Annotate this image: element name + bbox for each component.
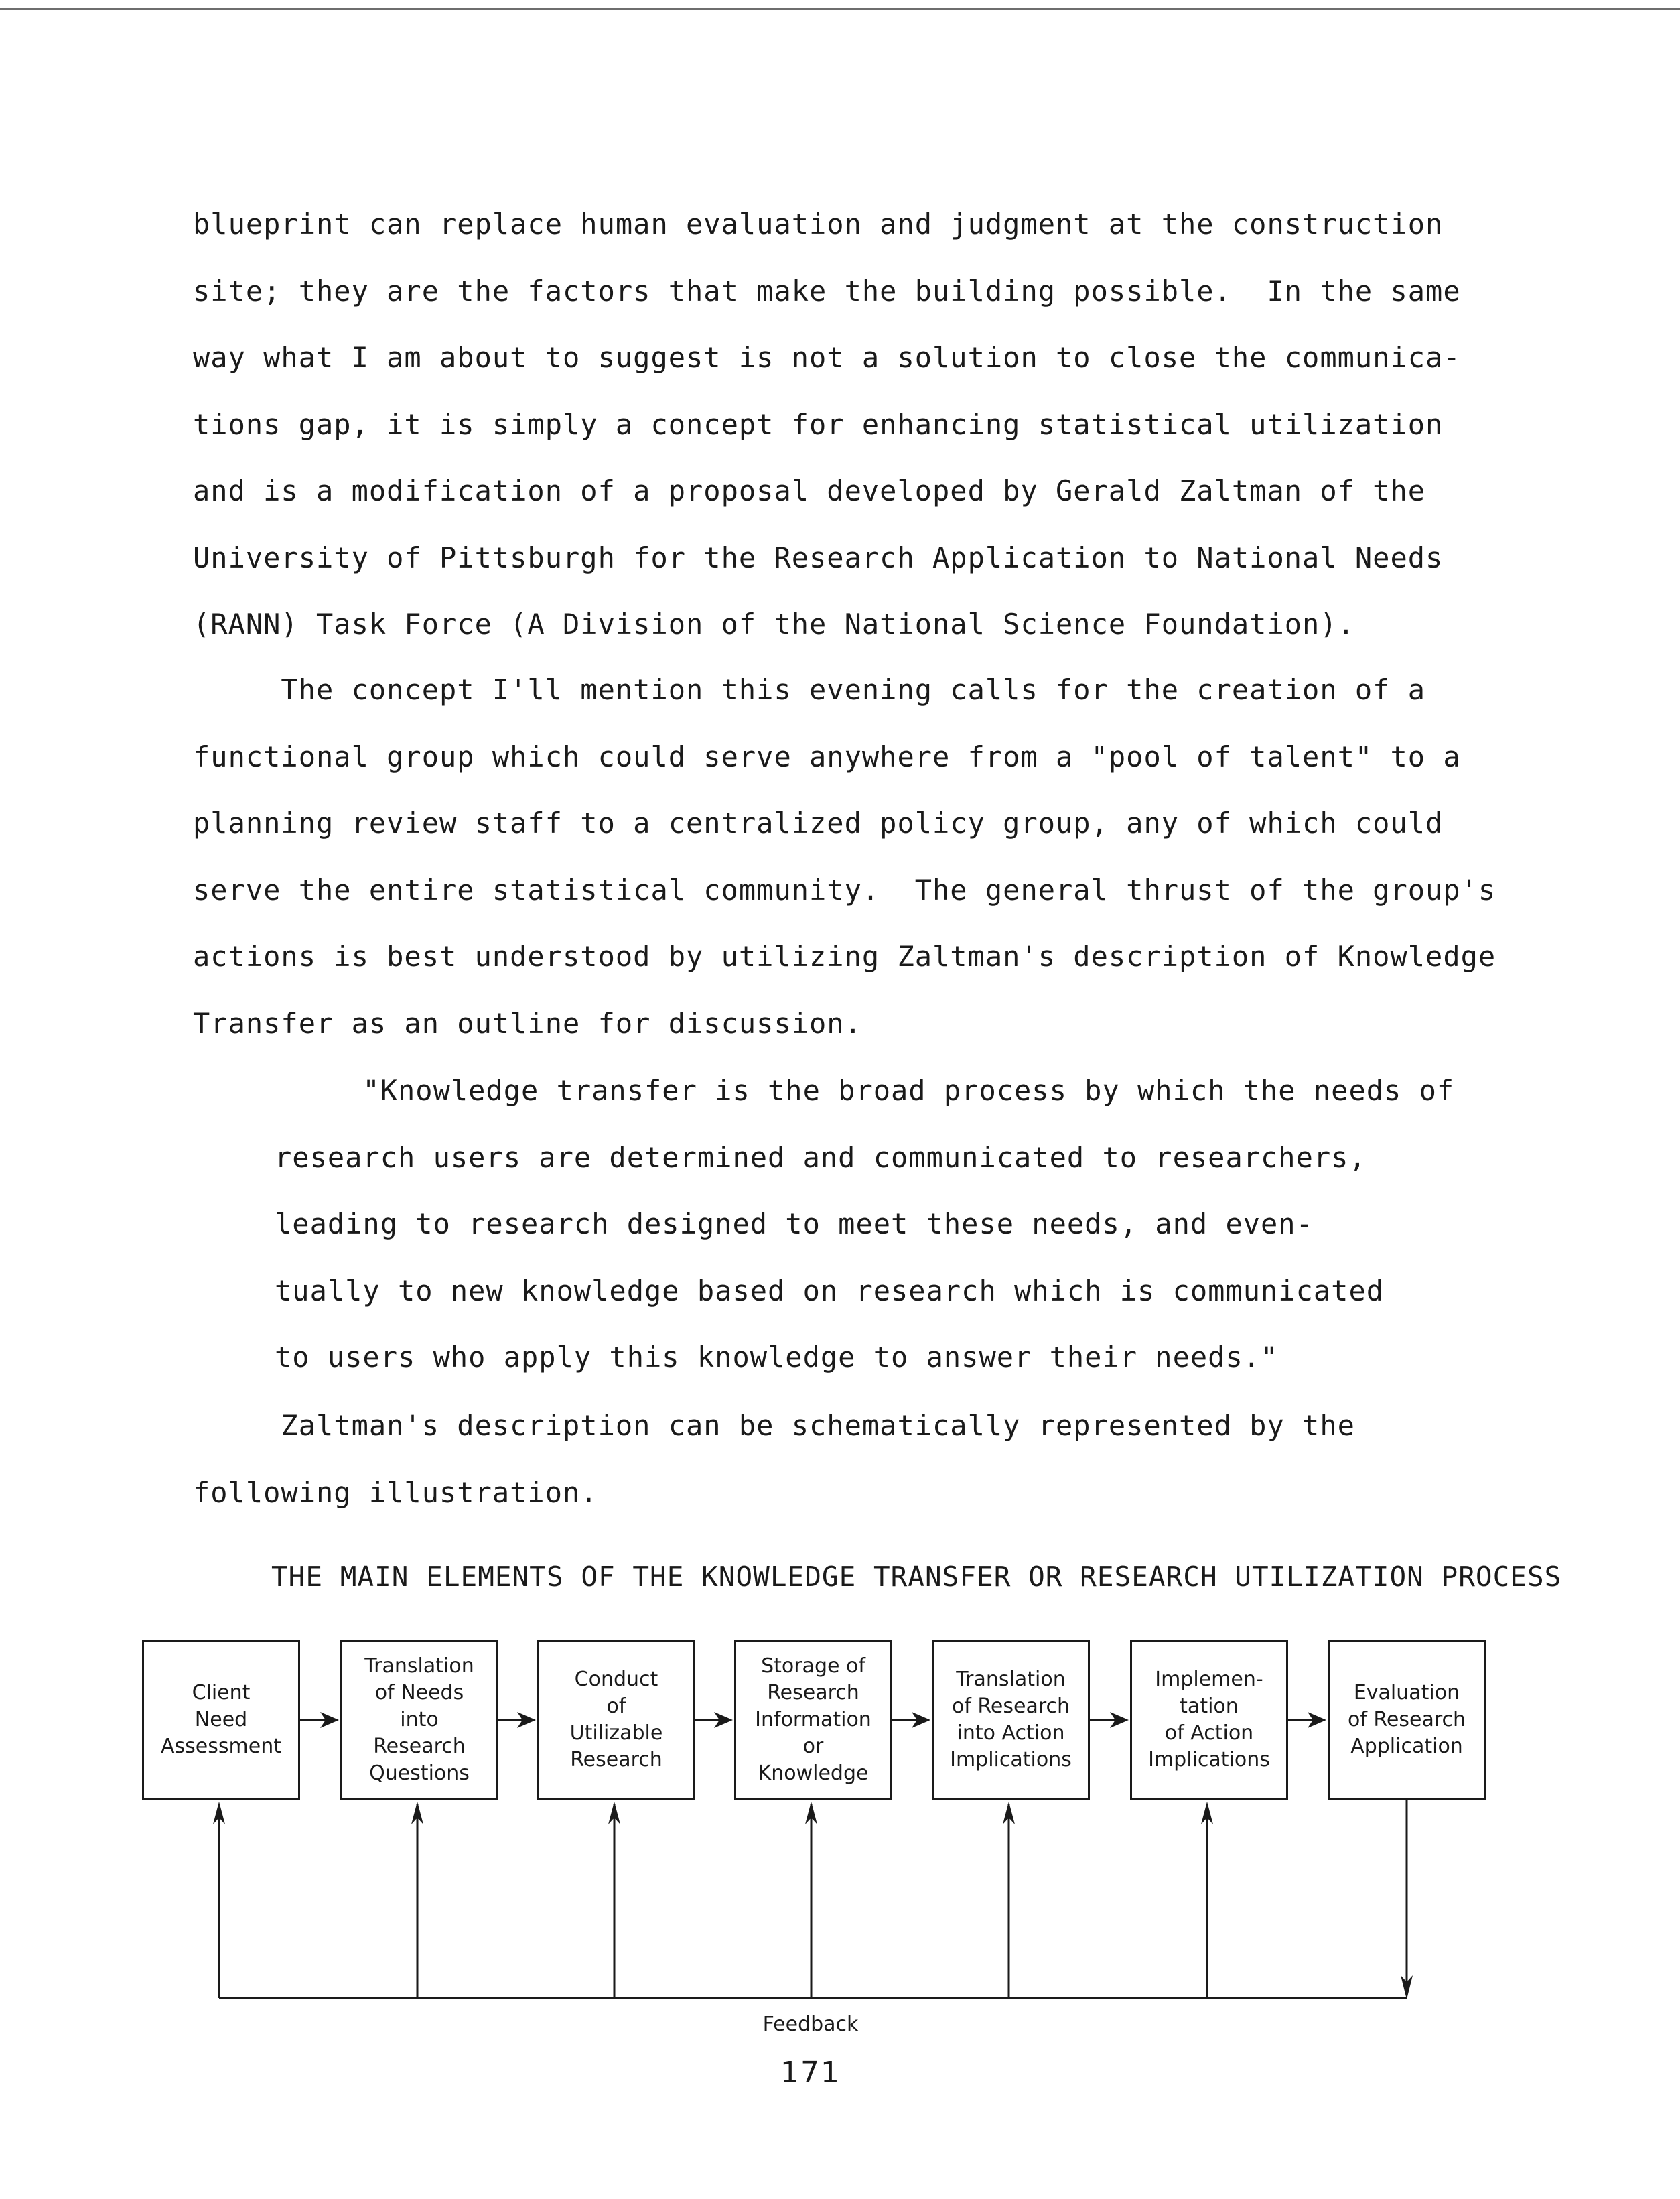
paragraph3-line: following illustration. — [193, 1475, 598, 1509]
paragraph2-line: Transfer as an outline for discussion. — [193, 1006, 862, 1040]
paragraph2-line: actions is best understood by utilizing Zaltman's description of Knowledge — [193, 940, 1496, 973]
page-number: 171 — [780, 2056, 841, 2090]
paragraph2-line: The concept I'll mention this evening calls for the creation of a — [193, 673, 1426, 706]
process-box: Storage of Research Information or Knowledge — [734, 1640, 892, 1800]
process-box: Translation of Needs into Research Questions — [340, 1640, 498, 1800]
paragraph2-line: functional group which could serve anywhere from a "pool of talent" to a — [193, 740, 1461, 773]
process-box: Implemen- tation of Action Implications — [1130, 1640, 1288, 1800]
quote-line: to users who apply this knowledge to answer their needs." — [275, 1341, 1279, 1374]
feedback-label: Feedback — [762, 2013, 859, 2036]
paragraph1-line: (RANN) Task Force (A Division of the National Science Foundation). — [193, 608, 1355, 641]
paragraph3-line: Zaltman's description can be schematically represented by the — [193, 1409, 1355, 1442]
paragraph1-line: site; they are the factors that make the building possible. In the same — [193, 274, 1461, 308]
process-box: Evaluation of Research Application — [1328, 1640, 1486, 1800]
paragraph2-line: serve the entire statistical community. The general thrust of the group's — [193, 873, 1496, 907]
process-box: Conduct of Utilizable Research — [537, 1640, 695, 1800]
diagram-title: THE MAIN ELEMENTS OF THE KNOWLEDGE TRANSFER OR RESEARCH UTILIZATION PROCESS — [271, 1560, 1562, 1593]
quote-line: "Knowledge transfer is the broad process by which the needs of — [275, 1074, 1455, 1107]
paragraph1-line: blueprint can replace human evaluation and judgment at the construction — [193, 208, 1444, 241]
quote-line: leading to research designed to meet these needs, and even- — [275, 1207, 1314, 1240]
quote-line: research users are determined and communicated to researchers, — [275, 1140, 1367, 1174]
paragraph1-line: way what I am about to suggest is not a solution to close the communica- — [193, 341, 1461, 374]
process-box: Client Need Assessment — [142, 1640, 300, 1800]
paragraph1-line: and is a modification of a proposal developed by Gerald Zaltman of the — [193, 474, 1426, 507]
process-box: Translation of Research into Action Implications — [932, 1640, 1090, 1800]
paragraph1-line: tions gap, it is simply a concept for enhancing statistical utilization — [193, 407, 1444, 441]
paragraph2-line: planning review staff to a centralized policy group, any of which could — [193, 807, 1444, 840]
paragraph1-line: University of Pittsburgh for the Research Application to National Needs — [193, 541, 1444, 574]
quote-line: tually to new knowledge based on research which is communicated — [275, 1274, 1385, 1307]
